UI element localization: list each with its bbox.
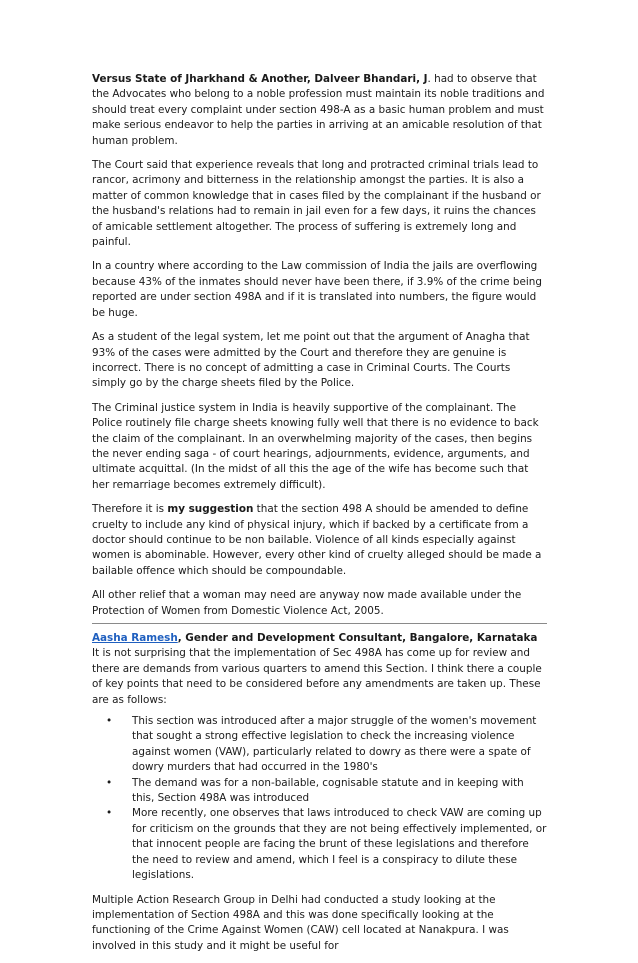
list-item xyxy=(92,806,547,883)
paragraph-suggestion xyxy=(92,502,547,579)
bullet-icon: • xyxy=(106,776,113,789)
paragraph-text: that the section 498 A should be amended to define cruelty to include any kind of physical injury, which if backed by a certificate from a doctor should continue to be non bailable. Violence of all kinds especially against women is abominable. However, every other kind of cruelty alleged should be made a bailable offence which should be compoundable. xyxy=(92,503,542,577)
list-item-text: The demand was for a non-bailable, cognisable statute and in keeping with this, Section 498A was introduced xyxy=(132,776,524,805)
case-citation: Versus State of Jharkhand & Another, Dalveer Bhandari, J xyxy=(92,73,428,85)
key-points-list xyxy=(92,714,547,883)
paragraph-text: . had to observe that the Advocates who belong to a noble profession must maintain its noble traditions and should treat every complaint under section 498-A as a basic human problem and must make serious endeavor to help the parties in arriving at an amicable resolution of that human problem. xyxy=(92,73,545,147)
bullet-icon: • xyxy=(106,807,113,820)
paragraph-text: Therefore it is xyxy=(92,503,168,516)
list-item xyxy=(92,714,547,776)
suggestion-emphasis: my suggestion xyxy=(167,503,254,516)
section-divider xyxy=(92,623,547,624)
list-item-text: This section was introduced after a major struggle of the women's movement that sought a strong effective legislation to check the increasing violence against women (VAW), particularly related to dowry as there were a spate of dowry murders that had occurred in the 1980's xyxy=(132,715,537,774)
paragraph-criminal-justice: The Criminal justice system in India is heavily supportive of the complainant. The Police routinely file charge sheets knowing fully well that there is no evidence to back the claim of the complainant. In an overwhelming majority of the cases, then begins the never ending saga - of court hearings, adjournments, evidence, arguments, and ultimate acquittal. (In the midst of all this the age of the wife has become such that her remarriage becomes extremely difficult). xyxy=(92,401,539,491)
list-item xyxy=(92,776,547,807)
bullet-icon: • xyxy=(106,715,113,728)
author-title: , Gender and Development Consultant, Bangalore, Karnataka xyxy=(177,632,538,644)
author-heading xyxy=(92,631,547,646)
paragraph-law-commission: In a country where according to the Law commission of India the jails are overflowing because 43% of the inmates should never have been there, if 3.9% of the crime being reported are under section 498A and if it is translated into numbers, the figure would be huge. xyxy=(92,260,542,319)
document-page xyxy=(92,72,547,963)
paragraph-court-observation: The Court said that experience reveals that long and protracted criminal trials lead to rancor, acrimony and bitterness in the relationship amongst the parties. It is also a matter of common knowledge that in cases filed by the complainant if the husband or the husband's relations had to remain in jail even for a few days, it ruins the chances of amicable settlement altogether. The process of suffering is extremely long and painful. xyxy=(92,159,541,249)
paragraph-student-view: As a student of the legal system, let me point out that the argument of Anagha that 93% of the cases were admitted by the Court and therefore they are genuine is incorrect. There is no concept of admitting a case in Criminal Courts. The Courts simply go by the charge sheets filed by the Police. xyxy=(92,331,530,390)
paragraph-judgment xyxy=(92,72,547,149)
paragraph-research-group: Multiple Action Research Group in Delhi had conducted a study looking at the implementation of Section 498A and this was done specifically looking at the functioning of the Crime Against Women (CAW) cell located at Nanakpura. I was involved in this study and it might be useful for xyxy=(92,893,509,952)
paragraph-review-intro: It is not surprising that the implementation of Sec 498A has come up for review and there are demands from various quarters to amend this Section. I think there a couple of key points that need to be considered before any amendments are taken up. These are as follows: xyxy=(92,647,542,706)
list-item-text: More recently, one observes that laws introduced to check VAW are coming up for criticism on the grounds that they are not being effectively implemented, or that innocent people are facing the brunt of these legislations and therefore the need to review and amend, which I feel is a conspiracy to dilute these legislations. xyxy=(132,807,547,882)
paragraph-other-relief: All other relief that a woman may need are anyway now made available under the Protection of Women from Domestic Violence Act, 2005. xyxy=(92,589,522,617)
author-link[interactable]: Aasha Ramesh xyxy=(92,632,178,644)
